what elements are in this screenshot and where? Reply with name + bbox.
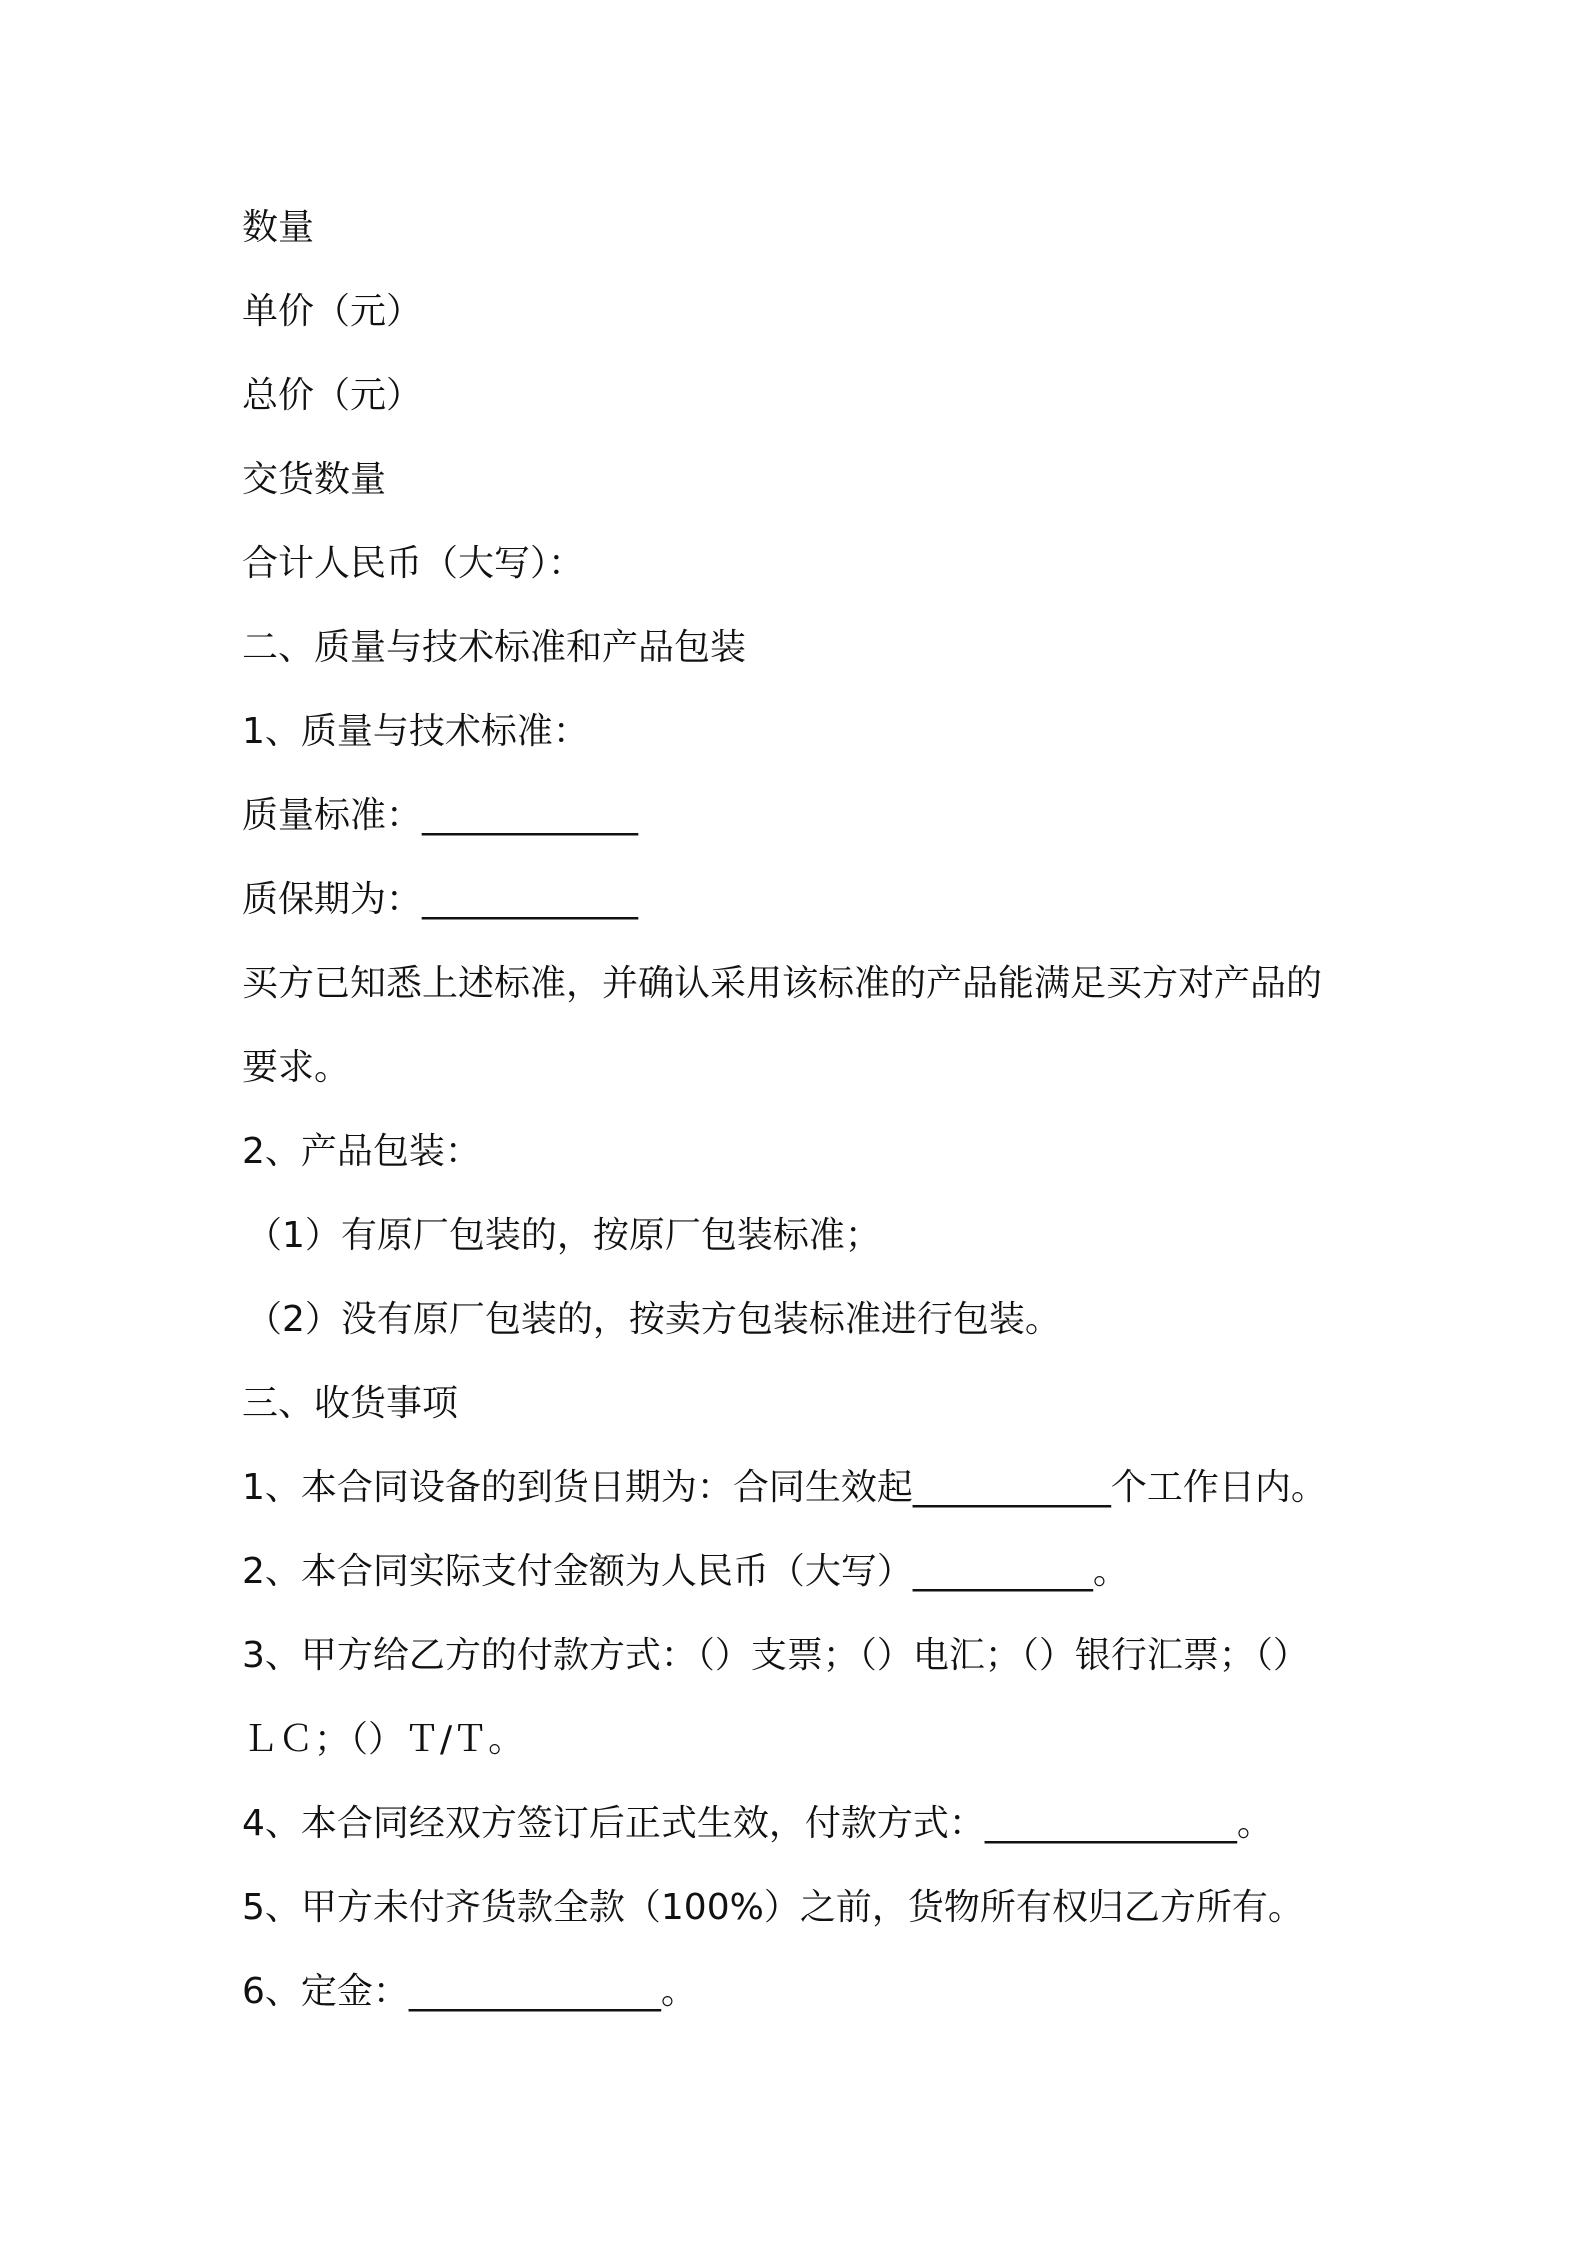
section-heading-receiving: 三、收货事项 (242, 1383, 459, 1424)
clause-payment-amount: 2、本合同实际支付金额为人民币（大写）__________。 (242, 1551, 1129, 1592)
text-line-quality-standard: 质量标准：____________ (242, 795, 639, 836)
clause-delivery-date: 1、本合同设备的到货日期为：合同生效起___________个工作日内。 (242, 1467, 1327, 1508)
text-line-delivery-quantity: 交货数量 (242, 459, 387, 500)
text-line-warranty-period: 质保期为：____________ (242, 879, 639, 920)
subheading-packaging: 2、产品包装： (242, 1131, 481, 1172)
clause-deposit: 6、定金：______________。 (242, 1971, 697, 2012)
document-body (242, 198, 1362, 2046)
text-line-total-rmb: 合计人民币（大写）： (242, 543, 585, 584)
clause-payment-method-cont: ＬＣ；（）Ｔ/Ｔ。 (242, 1719, 525, 1760)
section-heading-quality: 二、质量与技术标准和产品包装 (242, 627, 747, 668)
text-line-quantity: 数量 (242, 207, 315, 248)
text-line-unit-price: 单价（元） (242, 291, 423, 332)
clause-effective-payment: 4、本合同经双方签订后正式生效，付款方式：______________。 (242, 1803, 1273, 1844)
paragraph-buyer-acknowledgement-cont: 要求。 (242, 1047, 351, 1088)
clause-ownership: 5、甲方未付齐货款全款（100%）之前，货物所有权归乙方所有。 (242, 1887, 1304, 1928)
text-line-total-price: 总价（元） (242, 375, 423, 416)
clause-payment-method: 3、甲方给乙方的付款方式：（）支票；（）电汇；（）银行汇票；（） (242, 1635, 1309, 1676)
subheading-quality-standards: 1、质量与技术标准： (242, 711, 589, 752)
text-line-packaging-2: （2）没有原厂包装的，按卖方包装标准进行包装。 (246, 1299, 1061, 1340)
text-line-packaging-1: （1）有原厂包装的，按原厂包装标准； (246, 1215, 881, 1256)
paragraph-buyer-acknowledgement: 买方已知悉上述标准，并确认采用该标准的产品能满足买方对产品的 (242, 963, 1323, 1004)
